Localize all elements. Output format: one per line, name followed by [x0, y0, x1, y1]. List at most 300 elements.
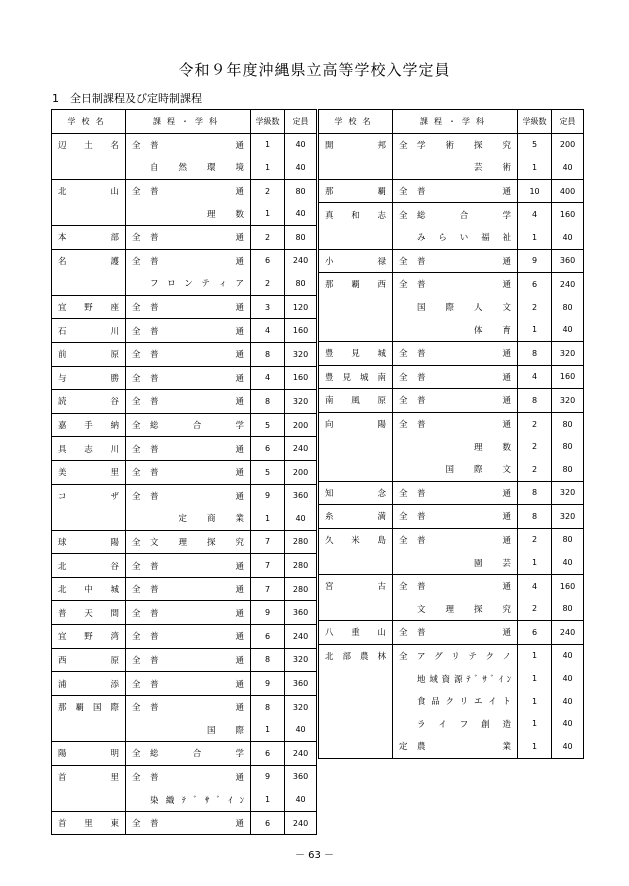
course-name: 普 通	[417, 372, 512, 383]
course-type: 全	[132, 772, 141, 783]
class-count: 5	[251, 413, 285, 437]
course-cell	[126, 648, 251, 672]
capacity-value: 360	[552, 249, 584, 273]
course-type	[132, 724, 150, 736]
course-cell	[393, 621, 518, 645]
capacity-value: 40	[285, 202, 317, 225]
course-name: 園 芸	[474, 558, 512, 569]
course-name: み ら い 福 祉	[417, 233, 512, 244]
course-name: 地 域 資 源 ﾃ ﾞ ｻ ﾞ ｲ ﾝ	[417, 674, 511, 685]
course-cell	[126, 577, 251, 601]
school-name-text: コ ザ	[58, 491, 119, 502]
class-count: 6	[251, 742, 285, 766]
capacity-value: 320	[285, 390, 317, 414]
course-cell	[393, 226, 518, 249]
course-type: 全	[132, 561, 141, 572]
course-name: 文 理 探 究	[150, 537, 245, 548]
course-name: 総 合 学	[150, 749, 245, 760]
school-name	[319, 389, 393, 413]
school-name-text: 開 邦	[325, 140, 386, 151]
course-type: 全	[399, 187, 408, 198]
course-name: 普 通	[150, 491, 245, 502]
school-name-text: 那 覇	[325, 187, 386, 198]
course-cell	[126, 601, 251, 625]
table-row	[52, 413, 317, 437]
class-count: 7	[251, 530, 285, 554]
table-row	[52, 272, 317, 295]
school-name-text: 陽 明	[58, 749, 119, 760]
school-name	[52, 366, 126, 390]
capacity-value: 320	[285, 648, 317, 672]
course-type: 全	[132, 608, 141, 619]
table-row	[52, 648, 317, 672]
course-name: 普 通	[150, 585, 245, 596]
course-cell	[126, 202, 251, 225]
course-type: 全	[132, 491, 141, 502]
course-type: 全	[132, 303, 141, 314]
school-name	[319, 318, 393, 341]
capacity-value: 320	[552, 389, 584, 413]
capacity-value: 40	[285, 718, 317, 741]
class-count: 9	[251, 601, 285, 625]
class-count: 1	[251, 133, 285, 156]
school-name-text: 久 米 島	[325, 535, 386, 546]
table-row	[52, 437, 317, 461]
course-name: 体 育	[474, 325, 512, 336]
header-capacity: 定員	[552, 110, 584, 134]
capacity-value: 80	[285, 272, 317, 295]
school-name	[52, 788, 126, 811]
school-name	[52, 765, 126, 788]
course-name: 食 品 ク リ エ イ ト	[417, 697, 512, 708]
capacity-value: 160	[552, 365, 584, 389]
course-name: 総 合 学	[150, 421, 245, 432]
school-name	[319, 505, 393, 529]
page-number: － 63 －	[294, 850, 335, 861]
course-cell	[126, 788, 251, 811]
course-type: 全	[399, 349, 408, 360]
table-row	[52, 577, 317, 601]
course-name: 普 通	[417, 535, 512, 546]
school-name-text: 普 天 間	[58, 608, 119, 619]
school-name-text: 名 護	[58, 256, 119, 267]
course-cell	[393, 341, 518, 365]
table-row	[319, 389, 584, 413]
course-type	[399, 557, 417, 569]
table-row	[319, 458, 584, 481]
class-count: 1	[518, 712, 552, 735]
header-school: 学校名	[52, 110, 126, 134]
table-row	[52, 507, 317, 530]
capacity-value: 40	[552, 551, 584, 574]
capacity-value: 240	[552, 621, 584, 645]
course-cell	[393, 551, 518, 574]
course-name: 普 通	[150, 561, 245, 572]
course-type: 全	[132, 421, 141, 432]
table-row	[319, 156, 584, 179]
capacity-value: 240	[285, 811, 317, 835]
course-name: 学 術 探 究	[417, 140, 512, 151]
class-count: 8	[518, 389, 552, 413]
course-type	[132, 512, 150, 524]
capacity-value: 160	[285, 366, 317, 390]
school-name-text: 宮 古	[325, 582, 386, 593]
capacity-value: 320	[285, 342, 317, 366]
school-name	[52, 742, 126, 766]
school-name	[52, 225, 126, 249]
class-count: 8	[518, 505, 552, 529]
table-row	[52, 342, 317, 366]
table-row	[319, 296, 584, 319]
table-row	[52, 718, 317, 741]
course-cell	[393, 273, 518, 296]
class-count: 1	[251, 202, 285, 225]
school-name-text: 読 谷	[58, 397, 119, 408]
school-name	[52, 530, 126, 554]
course-type: 全	[132, 468, 141, 479]
course-cell	[393, 644, 518, 667]
capacity-value: 80	[552, 435, 584, 458]
course-name: 普 通	[417, 512, 512, 523]
capacity-value: 40	[552, 644, 584, 667]
course-cell	[393, 597, 518, 620]
school-name-text: 向 陽	[325, 420, 386, 431]
school-name-text: 嘉 手 納	[58, 421, 119, 432]
table-row	[319, 574, 584, 597]
class-count: 8	[518, 341, 552, 365]
course-cell	[393, 735, 518, 758]
course-cell	[126, 718, 251, 741]
school-name	[319, 621, 393, 645]
capacity-value: 80	[285, 179, 317, 202]
course-name: 普 通	[150, 303, 245, 314]
school-name	[52, 437, 126, 461]
school-name-text: 北 山	[58, 187, 119, 198]
course-type: 全	[132, 326, 141, 337]
table-row	[52, 484, 317, 507]
table-row	[52, 811, 317, 835]
school-name	[319, 365, 393, 389]
school-name	[319, 574, 393, 597]
course-cell	[126, 437, 251, 461]
course-name: 普 通	[150, 772, 245, 783]
course-type: 全	[132, 679, 141, 690]
course-name: 普 通	[150, 608, 245, 619]
table-row	[319, 249, 584, 273]
school-name	[319, 644, 393, 667]
course-name: 文 理 探 究	[417, 604, 512, 615]
school-name-text: 知 念	[325, 488, 386, 499]
table-row	[52, 295, 317, 319]
page-title: 令和９年度沖縄県立高等学校入学定員	[178, 61, 451, 79]
class-count: 1	[518, 644, 552, 667]
table-row	[52, 202, 317, 225]
course-type: 全	[132, 444, 141, 455]
table-row	[52, 672, 317, 696]
capacity-table-right	[318, 109, 584, 759]
capacity-value: 200	[552, 133, 584, 156]
course-cell	[393, 156, 518, 179]
course-cell	[393, 318, 518, 341]
school-name	[319, 226, 393, 249]
school-name-text: 北 中 城	[58, 585, 119, 596]
course-type	[132, 208, 150, 220]
school-name	[319, 551, 393, 574]
capacity-value: 320	[552, 505, 584, 529]
course-cell	[126, 530, 251, 554]
course-type: 全	[399, 628, 408, 639]
course-name: 普 通	[150, 233, 245, 244]
course-type: 定	[399, 742, 408, 753]
table-row	[52, 249, 317, 272]
school-name	[52, 295, 126, 319]
table-row	[319, 528, 584, 551]
class-count: 2	[251, 225, 285, 249]
course-type: 全	[399, 210, 408, 221]
course-name: 普 通	[150, 256, 245, 267]
table-row	[52, 179, 317, 202]
school-name-text: 豊 見 城	[325, 349, 386, 360]
course-name: 普 通	[150, 632, 245, 643]
course-type	[399, 301, 417, 313]
class-count: 1	[518, 551, 552, 574]
school-name-text: 糸 満	[325, 512, 386, 523]
course-name: 普 通	[417, 349, 512, 360]
school-name	[319, 179, 393, 203]
school-name	[319, 341, 393, 365]
table-row	[52, 133, 317, 156]
capacity-value: 40	[285, 507, 317, 530]
class-count: 2	[251, 272, 285, 295]
table-row	[319, 412, 584, 435]
course-type: 全	[132, 632, 141, 643]
class-count: 4	[518, 574, 552, 597]
capacity-value: 80	[552, 296, 584, 319]
course-name: 普 通	[417, 582, 512, 593]
school-name-text: 宜 野 座	[58, 303, 119, 314]
school-name	[52, 484, 126, 507]
table-row	[319, 690, 584, 713]
class-count: 1	[518, 156, 552, 179]
course-type: 全	[399, 582, 408, 593]
course-name: 染 織 ﾃ ﾞ ｻ ﾞ ｲ ﾝ	[150, 795, 245, 806]
course-cell	[126, 811, 251, 835]
table-row	[319, 551, 584, 574]
table-header-row	[52, 110, 317, 134]
capacity-value: 240	[285, 249, 317, 272]
class-count: 5	[251, 460, 285, 484]
school-name-text: 小 禄	[325, 256, 386, 267]
course-type: 全	[132, 537, 141, 548]
course-type: 全	[399, 280, 408, 291]
capacity-value: 360	[285, 601, 317, 625]
school-name-text: 那 覇 国 際	[58, 703, 119, 714]
course-type	[399, 324, 417, 336]
school-name	[319, 481, 393, 505]
school-name-text: 石 川	[58, 326, 119, 337]
course-cell	[126, 272, 251, 295]
course-type: 全	[399, 372, 408, 383]
capacity-value: 160	[285, 319, 317, 343]
table-row	[52, 156, 317, 179]
course-cell	[126, 625, 251, 649]
course-type	[132, 794, 150, 806]
course-name: 理 数	[474, 442, 512, 453]
school-name-text: 具 志 川	[58, 444, 119, 455]
school-name	[52, 625, 126, 649]
course-type: 全	[132, 749, 141, 760]
course-cell	[126, 742, 251, 766]
course-type	[132, 277, 150, 289]
course-cell	[393, 690, 518, 713]
course-cell	[126, 249, 251, 272]
course-type	[399, 718, 417, 730]
class-count: 9	[251, 484, 285, 507]
school-name	[319, 712, 393, 735]
course-type: 全	[399, 396, 408, 407]
school-name	[52, 272, 126, 295]
class-count: 2	[518, 435, 552, 458]
course-name: 普 通	[150, 468, 245, 479]
section-heading: 1 全日制課程及び定時制課程	[52, 92, 202, 105]
course-name: 普 通	[417, 396, 512, 407]
course-cell	[393, 435, 518, 458]
class-count: 1	[518, 690, 552, 713]
capacity-value: 80	[552, 458, 584, 481]
course-name: 普 通	[150, 187, 245, 198]
course-cell	[393, 179, 518, 203]
class-count: 1	[518, 667, 552, 690]
capacity-value: 320	[285, 695, 317, 718]
capacity-value: 280	[285, 530, 317, 554]
school-name	[52, 342, 126, 366]
capacity-value: 240	[285, 742, 317, 766]
table-row	[319, 318, 584, 341]
class-count: 1	[251, 718, 285, 741]
school-name-text: 球 陽	[58, 537, 119, 548]
class-count: 1	[518, 226, 552, 249]
course-cell	[393, 133, 518, 156]
header-school: 学校名	[319, 110, 393, 134]
school-name	[52, 156, 126, 179]
course-cell	[126, 225, 251, 249]
course-name: 農 業	[417, 742, 512, 753]
course-cell	[126, 695, 251, 718]
course-type	[399, 161, 417, 173]
school-name-text: 本 部	[58, 233, 119, 244]
school-name	[52, 413, 126, 437]
table-row	[319, 644, 584, 667]
course-type	[399, 603, 417, 615]
course-type: 全	[132, 703, 141, 714]
capacity-value: 200	[285, 413, 317, 437]
course-cell	[393, 203, 518, 226]
school-name-text: 八 重 山	[325, 628, 386, 639]
school-name-text: 南 風 原	[325, 396, 386, 407]
course-cell	[126, 460, 251, 484]
capacity-value: 240	[552, 273, 584, 296]
course-name: 国 際 文	[445, 465, 512, 476]
table-row	[319, 621, 584, 645]
table-row	[319, 505, 584, 529]
school-name	[319, 528, 393, 551]
capacity-value: 80	[285, 225, 317, 249]
table-row	[319, 435, 584, 458]
course-name: ア グ リ テ ク ノ	[417, 651, 512, 662]
course-cell	[126, 295, 251, 319]
school-name	[319, 296, 393, 319]
course-name: 国 際	[207, 725, 245, 736]
course-type: 全	[132, 655, 141, 666]
course-cell	[126, 554, 251, 578]
school-name-text: 那 覇 西	[325, 280, 386, 291]
table-row	[319, 667, 584, 690]
class-count: 8	[251, 390, 285, 414]
course-name: 普 通	[417, 187, 512, 198]
class-count: 6	[251, 811, 285, 835]
capacity-value: 40	[552, 156, 584, 179]
course-name: 普 通	[150, 350, 245, 361]
course-name: 普 通	[150, 140, 245, 151]
class-count: 2	[518, 597, 552, 620]
course-cell	[126, 413, 251, 437]
capacity-value: 240	[285, 625, 317, 649]
school-name	[52, 249, 126, 272]
class-count: 6	[251, 625, 285, 649]
school-name	[52, 695, 126, 718]
class-count: 2	[251, 179, 285, 202]
school-name	[52, 507, 126, 530]
class-count: 4	[518, 365, 552, 389]
table-row	[52, 788, 317, 811]
school-name-text: 首 里	[58, 772, 119, 783]
school-name	[319, 435, 393, 458]
course-type: 全	[132, 187, 141, 198]
course-cell	[126, 484, 251, 507]
school-name	[52, 672, 126, 696]
course-name: 芸 術	[474, 163, 512, 174]
course-type: 全	[132, 397, 141, 408]
course-cell	[126, 342, 251, 366]
header-classes: 学級数	[518, 110, 552, 134]
capacity-value: 40	[552, 690, 584, 713]
course-name: フ ロ ン テ ィ ア	[150, 279, 245, 290]
school-name	[52, 577, 126, 601]
course-cell	[126, 179, 251, 202]
table-row	[52, 554, 317, 578]
table-row	[319, 481, 584, 505]
course-type: 全	[132, 373, 141, 384]
school-name	[52, 648, 126, 672]
capacity-value: 40	[552, 667, 584, 690]
table-row	[319, 226, 584, 249]
school-name	[52, 460, 126, 484]
course-type	[399, 695, 417, 707]
class-count: 2	[518, 458, 552, 481]
class-count: 1	[518, 735, 552, 758]
class-count: 9	[251, 672, 285, 696]
course-type	[399, 673, 417, 685]
course-name: 普 通	[150, 444, 245, 455]
course-cell	[126, 765, 251, 788]
table-row	[52, 695, 317, 718]
capacity-value: 40	[552, 735, 584, 758]
course-name: 普 通	[150, 819, 245, 830]
table-row	[319, 365, 584, 389]
capacity-value: 80	[552, 528, 584, 551]
class-count: 6	[518, 621, 552, 645]
capacity-value: 40	[285, 788, 317, 811]
